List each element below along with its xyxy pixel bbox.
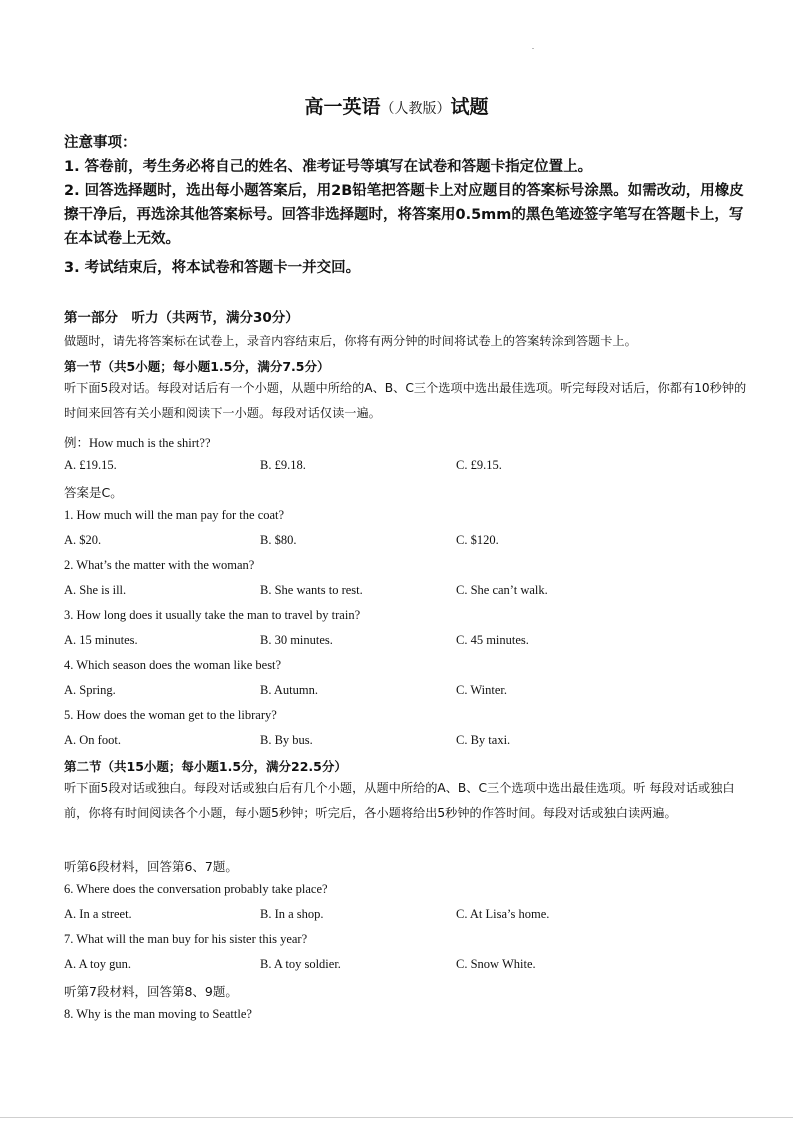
example-option-b: B. £9.18. <box>260 458 306 472</box>
title-main: 高一英语 <box>304 96 381 118</box>
question-3: 3. How long does it usually take the man to travel by train? <box>64 608 361 622</box>
q4-option-b: B. Autumn. <box>260 683 318 697</box>
notice-item-3: 3. 考试结束后，将本试卷和答题卡一并交回。 <box>64 260 361 276</box>
question-4: 4. Which season does the woman like best? <box>64 658 282 672</box>
question-6: 6. Where does the conversation probably take place? <box>64 882 328 896</box>
q3-option-a: A. 15 minutes. <box>64 633 138 647</box>
q1-option-a: A. $20. <box>64 533 102 547</box>
example-option-c: C. £9.15. <box>456 458 502 472</box>
material-6-note: 听第6段材料，回答第6、7题。 <box>64 859 238 874</box>
notice-item-2: 2. 回答选择题时，选出每小题答案后，用2B铅笔把答题卡上对应题目的答案标号涂黑。如需改动，用橡皮擦干净后，再选涂其他答案标号。回答非选择题时，将答案用0.5mm的黑色笔迹签字笔写在答题卡上，写在本试卷上无效。 <box>64 183 744 247</box>
q5-option-b: B. By bus. <box>260 733 313 747</box>
q3-option-b: B. 30 minutes. <box>260 633 333 647</box>
example-answer: 答案是C。 <box>64 485 123 500</box>
q6-option-c: C. At Lisa’s home. <box>456 907 550 921</box>
question-1: 1. How much will the man pay for the coat? <box>64 508 285 522</box>
q2-option-a: A. She is ill. <box>64 583 127 597</box>
material-7-note: 听第7段材料，回答第8、9题。 <box>64 984 238 999</box>
question-2: 2. What’s the matter with the woman? <box>64 558 255 572</box>
question-5: 5. How does the woman get to the library? <box>64 708 277 722</box>
q7-option-b: B. A toy soldier. <box>260 957 341 971</box>
section2-heading: 第二节（共15小题；每小题1.5分，满分22.5分） <box>64 759 347 774</box>
q4-option-a: A. Spring. <box>64 683 116 697</box>
part1-intro: 做题时，请先将答案标在试卷上，录音内容结束后，你将有两分钟的时间将试卷上的答案转涂到答题卡上。 <box>64 334 637 348</box>
q1-option-b: B. $80. <box>260 533 297 547</box>
page-title <box>0 92 793 119</box>
question-8: 8. Why is the man moving to Seattle? <box>64 1007 252 1021</box>
example-question: 例：How much is the shirt?? <box>64 436 211 450</box>
question-7: 7. What will the man buy for his sister this year? <box>64 932 308 946</box>
q2-option-b: B. She wants to rest. <box>260 583 363 597</box>
part1-heading: 第一部分 听力（共两节，满分30分） <box>64 310 299 326</box>
q6-option-b: B. In a shop. <box>260 907 324 921</box>
q5-option-a: A. On foot. <box>64 733 121 747</box>
title-end: 试题 <box>450 96 489 118</box>
q5-option-c: C. By taxi. <box>456 733 511 747</box>
notice-heading: 注意事项： <box>64 135 137 151</box>
q3-option-c: C. 45 minutes. <box>456 633 529 647</box>
q6-option-a: A. In a street. <box>64 907 132 921</box>
q1-option-c: C. $120. <box>456 533 499 547</box>
q7-option-c: C. Snow White. <box>456 957 536 971</box>
section1-instructions: 听下面5段对话。每段对话后有一个小题，从题中所给的A、B、C三个选项中选出最佳选项。听完每段对话后，你都有10秒钟的时间来回答有关小题和阅读下一小题。每段对话仅读一遍。 <box>64 381 747 420</box>
section2-instructions: 听下面5段对话或独白。每段对话或独白后有几个小题，从题中所给的A、B、C三个选项中选出最佳选项。听 每段对话或独白前，你将有时间阅读各个小题，每小题5秒钟；听完后，各小题将给出5秒钟的作答时间。每段对话或独白读两遍。 <box>64 781 735 820</box>
q7-option-a: A. A toy gun. <box>64 957 132 971</box>
notice-item-1: 1. 答卷前，考生务必将自己的姓名、准考证号等填写在试卷和答题卡指定位置上。 <box>64 159 593 175</box>
title-sub: （人教版） <box>380 101 451 117</box>
page-bottom-divider <box>0 1117 793 1118</box>
q4-option-c: C. Winter. <box>456 683 508 697</box>
q2-option-c: C. She can’t walk. <box>456 583 548 597</box>
scan-mark <box>532 48 534 49</box>
section1-heading: 第一节（共5小题；每小题1.5分，满分7.5分） <box>64 359 330 374</box>
example-option-a: A. £19.15. <box>64 458 117 472</box>
